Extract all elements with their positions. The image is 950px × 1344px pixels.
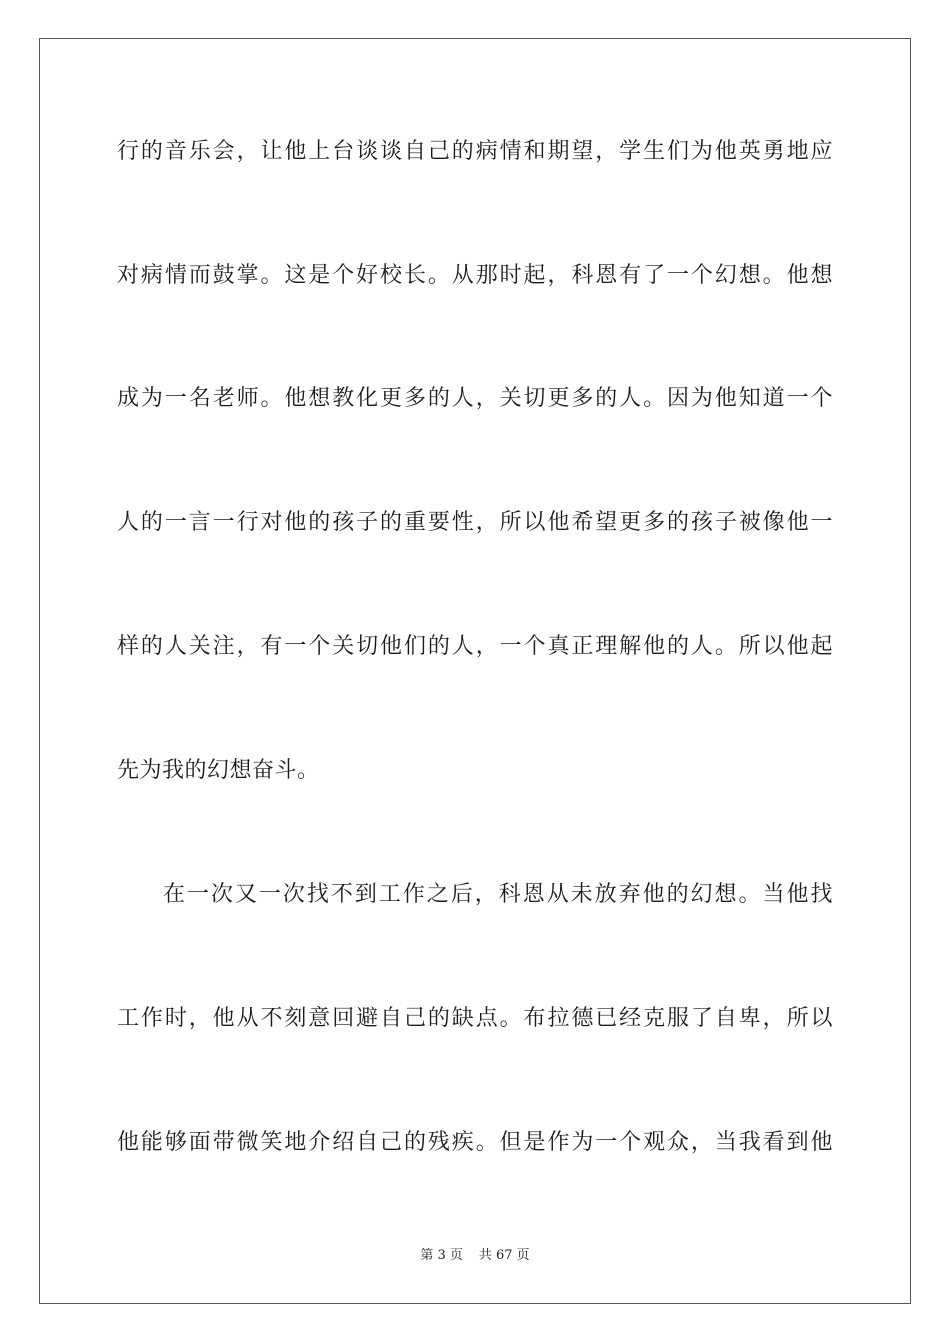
text-line: 人的一言一行对他的孩子的重要性，所以他希望更多的孩子被像他一 <box>117 510 833 535</box>
text-line: 成为一名老师。他想教化更多的人，关切更多的人。因为他知道一个 <box>117 386 833 411</box>
paragraph-first-line: 在一次又一次找不到工作之后，科恩从未放弃他的幻想。当他找 <box>163 882 833 907</box>
text-line: 工作时，他从不刻意回避自己的缺点。布拉德已经克服了自卑，所以 <box>117 1006 833 1031</box>
text-line: 他能够面带微笑地介绍自己的残疾。但是作为一个观众，当我看到他 <box>117 1130 833 1155</box>
page-number: 第 3 页 <box>420 1248 463 1263</box>
page-border <box>39 38 911 1304</box>
total-pages: 共 67 页 <box>478 1248 530 1263</box>
text-line: 样的人关注，有一个关切他们的人，一个真正理解他的人。所以他起 <box>117 634 833 659</box>
page-footer <box>0 1247 950 1265</box>
text-line: 行的音乐会，让他上台谈谈自己的病情和期望，学生们为他英勇地应 <box>117 139 833 164</box>
text-line: 先为我的幻想奋斗。 <box>117 758 320 783</box>
text-line: 对病情而鼓掌。这是个好校长。从那时起，科恩有了一个幻想。他想 <box>117 263 833 288</box>
